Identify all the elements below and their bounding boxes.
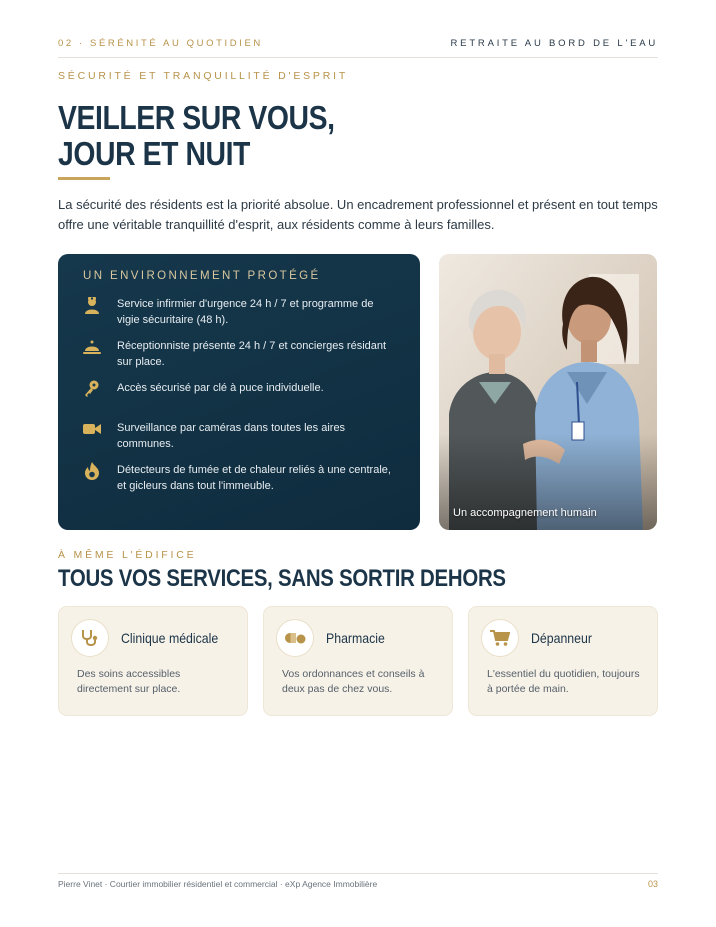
caregiver-photo <box>439 254 657 530</box>
service-card-convenience-store <box>468 606 658 716</box>
page-title-line-1: VEILLER SUR VOUS, <box>58 99 335 136</box>
running-header <box>58 38 658 58</box>
environment-item-text: Accès sécurisé par clé à puce individuelle. <box>117 382 324 394</box>
services-title: TOUS VOS SERVICES, SANS SORTIR DEHORS <box>58 565 506 592</box>
environment-item-text: Réceptionniste présente 24 h / 7 et concierges résidant sur place. <box>117 340 387 368</box>
caregiver-illustration <box>439 254 657 530</box>
document-title: RETRAITE AU BORD DE L'EAU <box>450 38 658 49</box>
stethoscope-icon <box>71 619 109 657</box>
service-card-header <box>481 619 641 657</box>
photo-caption: Un accompagnement humain <box>453 507 597 519</box>
protected-environment-card <box>58 254 420 530</box>
page-title-line-2: JOUR ET NUIT <box>58 135 250 172</box>
fire-icon <box>83 462 101 480</box>
environment-list <box>83 296 398 494</box>
services-eyebrow: À MÊME L'ÉDIFICE <box>58 549 197 561</box>
key-icon <box>83 380 101 398</box>
service-description: Vos ordonnances et conseils à deux pas de chez vous. <box>282 668 425 695</box>
service-description: L'essentiel du quotidien, toujours à portée de main. <box>487 668 640 695</box>
intro-paragraph: La sécurité des résidents est la priorité absolue. Un encadrement professionnel et présent en tout temps offre une véritable tranquillité d'esprit, aux résidents comme à leurs familles. <box>58 197 658 232</box>
service-title: Dépanneur <box>531 630 592 646</box>
service-card-header <box>276 619 436 657</box>
environment-item-text: Surveillance par caméras dans toutes les aires communes. <box>117 422 346 450</box>
service-title: Clinique médicale <box>121 630 219 646</box>
reception-bell-icon <box>83 338 101 356</box>
footer-credit: Pierre Vinet · Courtier immobilier résidentiel et commercial · eXp Agence Immobilière <box>58 879 378 889</box>
service-title: Pharmacie <box>326 630 385 646</box>
list-item <box>83 420 398 452</box>
service-description: Des soins accessibles directement sur place. <box>77 668 181 695</box>
service-card-pharmacy <box>263 606 453 716</box>
pills-icon <box>276 619 314 657</box>
list-item <box>83 380 398 398</box>
services-row <box>58 606 658 716</box>
list-item <box>83 296 398 328</box>
nurse-icon <box>83 296 101 314</box>
shopping-cart-icon <box>481 619 519 657</box>
hero-eyebrow: SÉCURITÉ ET TRANQUILLITÉ D'ESPRIT <box>58 70 349 82</box>
service-card-header <box>71 619 231 657</box>
page-footer <box>58 873 658 889</box>
section-label: 02 · SÉRÉNITÉ AU QUOTIDIEN <box>58 38 263 49</box>
video-camera-icon <box>83 420 101 438</box>
service-card-clinic <box>58 606 248 716</box>
list-item <box>83 338 398 370</box>
list-item <box>83 462 398 494</box>
page-title <box>58 100 335 172</box>
environment-item-text: Service infirmier d'urgence 24 h / 7 et programme de vigie sécuritaire (48 h). <box>117 298 374 326</box>
environment-item-text: Détecteurs de fumée et de chaleur reliés à une centrale, et gicleurs dans tout l'immeuble. <box>117 464 391 492</box>
title-underline <box>58 177 110 180</box>
page-number: 03 <box>647 879 658 889</box>
environment-title: UN ENVIRONNEMENT PROTÉGÉ <box>83 270 321 282</box>
